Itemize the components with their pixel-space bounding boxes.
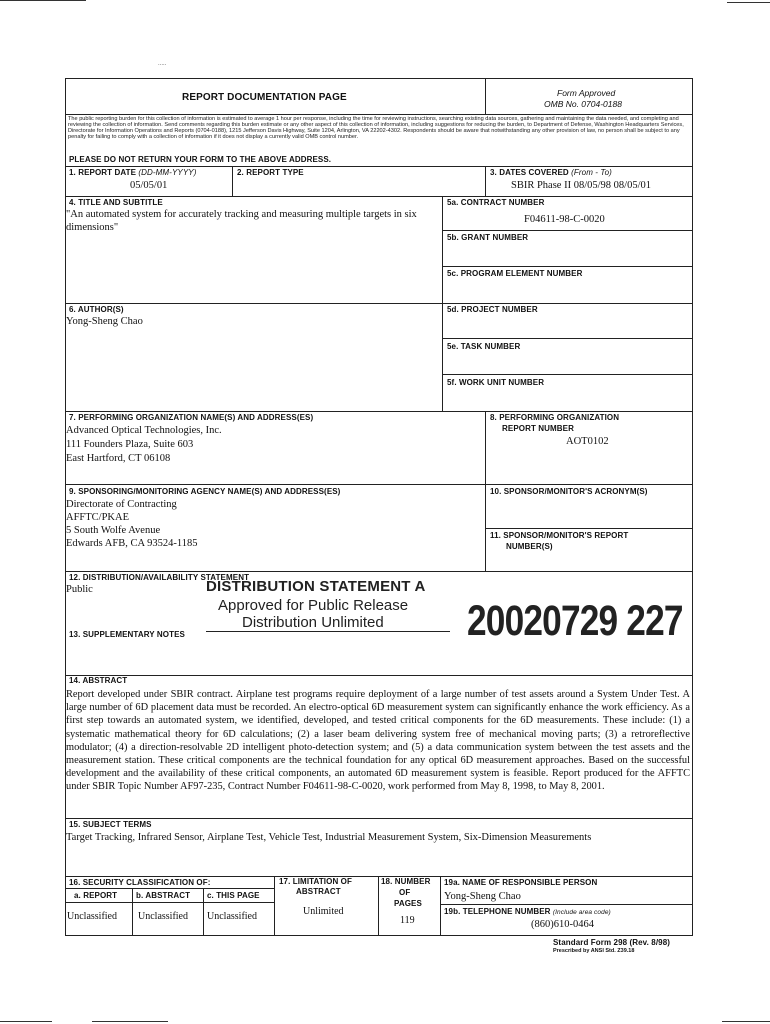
form-approved: Form Approved xyxy=(557,88,616,98)
authors-label: 6. AUTHOR(S) xyxy=(69,305,124,314)
report-date-label: 1. REPORT DATE (DD-MM-YYYY) xyxy=(69,168,197,177)
distribution-label: 12. DISTRIBUTION/AVAILABILITY STATEMENT xyxy=(69,573,250,582)
pages-label: 18. NUMBER xyxy=(381,877,431,886)
standard-form-label: Standard Form 298 (Rev. 8/98) xyxy=(553,938,671,947)
authors-value: Yong-Sheng Chao xyxy=(66,316,143,327)
sponsoring-agency-line: Edwards AFB, CA 93524-1185 xyxy=(66,538,198,549)
divider xyxy=(485,78,486,114)
sponsor-acronym-label: 10. SPONSOR/MONITOR'S ACRONYM(S) xyxy=(490,487,648,496)
limitation-label: 17. LIMITATION OF xyxy=(279,877,352,886)
scan-mark xyxy=(0,0,86,1)
project-number-label: 5d. PROJECT NUMBER xyxy=(447,305,538,314)
abstract-label: 14. ABSTRACT xyxy=(69,676,128,685)
work-unit-label: 5f. WORK UNIT NUMBER xyxy=(447,378,545,387)
title-subtitle-label: 4. TITLE AND SUBTITLE xyxy=(69,198,163,207)
grant-number-label: 5b. GRANT NUMBER xyxy=(447,233,529,242)
divider xyxy=(485,411,486,571)
pages-value: 119 xyxy=(400,915,415,926)
security-report-label: a. REPORT xyxy=(74,891,118,900)
divider xyxy=(440,876,441,936)
security-this-page-value: Unclassified xyxy=(207,911,257,922)
stamp-underline xyxy=(206,631,450,632)
performing-org-line: East Hartford, CT 06108 xyxy=(66,453,171,464)
burden-statement: The public reporting burden for this collection of information is estimated to average 1 hour per response, including the time for reviewing instructions, searching existing data sources, gathering and maintaining the data needed, and completing and reviewing the collection of information. Send comments regarding this burden estimate or any other aspect of this collection of information, including suggestions for reducing the burden, to Department of Defense, Washington Headquarters Services, Directorate for Information Operations and Reports (0704-0188), 1215 Jefferson Davis Highway, Suite 1204, Arlington, VA 22202-4302. Respondents should be aware that notwithstanding any other provision of law, no person shall be subject to any penalty for failing to comply with a collection of information if it does not display a currently valid OMB control number. xyxy=(68,116,684,141)
divider xyxy=(65,411,693,412)
limitation-label: ABSTRACT xyxy=(296,887,341,896)
title-subtitle-value: "An automated system for accurately tracking and measuring multiple targets in six dimensions" xyxy=(66,209,417,233)
report-type-label: 2. REPORT TYPE xyxy=(237,168,304,177)
divider xyxy=(65,888,274,889)
security-abstract-label: b. ABSTRACT xyxy=(136,891,191,900)
divider xyxy=(485,166,486,196)
responsible-person-value: Yong-Sheng Chao xyxy=(444,891,521,902)
contract-number-value: F04611-98-C-0020 xyxy=(524,214,605,225)
document-number: 20020729 227 xyxy=(467,597,683,645)
divider xyxy=(442,266,693,267)
security-this-page-label: c. THIS PAGE xyxy=(207,891,260,900)
divider xyxy=(442,338,693,339)
pages-label: OF xyxy=(399,888,411,897)
responsible-person-label: 19a. NAME OF RESPONSIBLE PERSON xyxy=(444,878,598,887)
divider xyxy=(274,876,275,936)
distribution-stamp-heading: DISTRIBUTION STATEMENT A xyxy=(206,578,426,595)
dates-covered-value: SBIR Phase II 08/05/98 08/05/01 xyxy=(511,180,652,191)
distribution-stamp-unlimited: Distribution Unlimited xyxy=(242,614,384,631)
program-element-label: 5c. PROGRAM ELEMENT NUMBER xyxy=(447,269,583,278)
divider xyxy=(65,196,693,197)
divider xyxy=(65,571,693,572)
scan-mark xyxy=(722,1021,770,1022)
page-title: REPORT DOCUMENTATION PAGE xyxy=(182,92,347,103)
scan-mark xyxy=(0,1021,52,1022)
divider xyxy=(378,876,379,936)
sponsoring-agency-line: AFFTC/PKAE xyxy=(66,512,130,523)
telephone-value: (860)610-0464 xyxy=(531,919,594,930)
divider xyxy=(440,904,693,905)
subject-terms-label: 15. SUBJECT TERMS xyxy=(69,820,152,829)
divider xyxy=(65,876,693,877)
scan-mark xyxy=(727,2,770,3)
divider xyxy=(132,888,133,936)
sponsoring-agency-line: Directorate of Contracting xyxy=(66,499,177,510)
supplementary-notes-label: 13. SUPPLEMENTARY NOTES xyxy=(69,630,185,639)
perf-report-number-label: 8. PERFORMING ORGANIZATION xyxy=(490,413,620,422)
divider xyxy=(442,374,693,375)
scan-mark xyxy=(92,1021,168,1022)
divider xyxy=(65,303,693,304)
sponsoring-agency-label: 9. SPONSORING/MONITORING AGENCY NAME(S) AND ADDRESS(ES) xyxy=(69,487,341,496)
report-date-value: 05/05/01 xyxy=(130,180,168,191)
sponsoring-agency-line: 5 South Wolfe Avenue xyxy=(66,525,161,536)
task-number-label: 5e. TASK NUMBER xyxy=(447,342,521,351)
subject-terms-value: Target Tracking, Infrared Sensor, Airplane Test, Vehicle Test, Industrial Measurement System, Six-Dimension Measurements xyxy=(66,832,592,843)
sponsor-report-label: 11. SPONSOR/MONITOR'S REPORT xyxy=(490,531,629,540)
divider xyxy=(203,888,204,936)
contract-number-label: 5a. CONTRACT NUMBER xyxy=(447,198,545,207)
divider xyxy=(65,818,693,819)
divider xyxy=(65,902,274,903)
divider xyxy=(65,675,693,676)
security-report-value: Unclassified xyxy=(67,911,117,922)
do-not-return-notice: PLEASE DO NOT RETURN YOUR FORM TO THE ABOVE ADDRESS. xyxy=(69,155,332,164)
pages-label: PAGES xyxy=(394,899,422,908)
divider xyxy=(442,230,693,231)
corner-mark: ..... xyxy=(158,61,167,67)
abstract-text: Report developed under SBIR contract. Airplane test programs require deployment of a large number of test assets around a System Under Test. A large number of 6D placement data must be recorded. An electro-optical 6D measurement system can significantly enhance the work efficiency. As a first step towards an automated system, we identified, developed, and tested critical components for the 6D measurements. These include: (1) a systematic mathematical theory for 6D calculations; (2) a laser beam delivering system free of mechanical moving parts; (3) a retroreflective modulator; (4) a direction-resolvable 2D intelligent photo-detection system; and (5) a data communication system between the test assets and the measurement station. These critical components are the technical foundation for any optical 6D measurement approaches. Based on the successful development and the availability of these critical components, an automated 6D measurement system is feasible. Report produced for the AFFTC under SBIR Topic Number AF97-235, Contract Number F04611-98-C-0020, work performed from May 8, 1998, to May 8, 2001. xyxy=(66,689,690,793)
divider xyxy=(232,166,233,196)
distribution-stamp-approval: Approved for Public Release xyxy=(218,597,409,614)
distribution-value: Public xyxy=(66,584,93,595)
performing-org-label: 7. PERFORMING ORGANIZATION NAME(S) AND ADDRESS(ES) xyxy=(69,413,314,422)
dates-covered-label: 3. DATES COVERED (From - To) xyxy=(490,168,612,177)
limitation-value: Unlimited xyxy=(303,906,344,917)
divider xyxy=(65,114,693,115)
perf-report-number-label: REPORT NUMBER xyxy=(502,424,574,433)
divider xyxy=(65,484,693,485)
security-abstract-value: Unclassified xyxy=(138,911,188,922)
prescribed-by-label: Prescribed by ANSI Std. Z39.18 xyxy=(553,948,635,954)
sponsor-report-label: NUMBER(S) xyxy=(506,542,553,551)
security-classification-label: 16. SECURITY CLASSIFICATION OF: xyxy=(69,878,211,887)
perf-report-number-value: AOT0102 xyxy=(566,436,609,447)
telephone-label: 19b. TELEPHONE NUMBER (Include area code) xyxy=(444,907,611,916)
omb-number: OMB No. 0704-0188 xyxy=(544,99,622,109)
performing-org-line: Advanced Optical Technologies, Inc. xyxy=(66,425,222,436)
divider xyxy=(485,528,693,529)
divider xyxy=(65,166,693,167)
performing-org-line: 111 Founders Plaza, Suite 603 xyxy=(66,439,194,450)
